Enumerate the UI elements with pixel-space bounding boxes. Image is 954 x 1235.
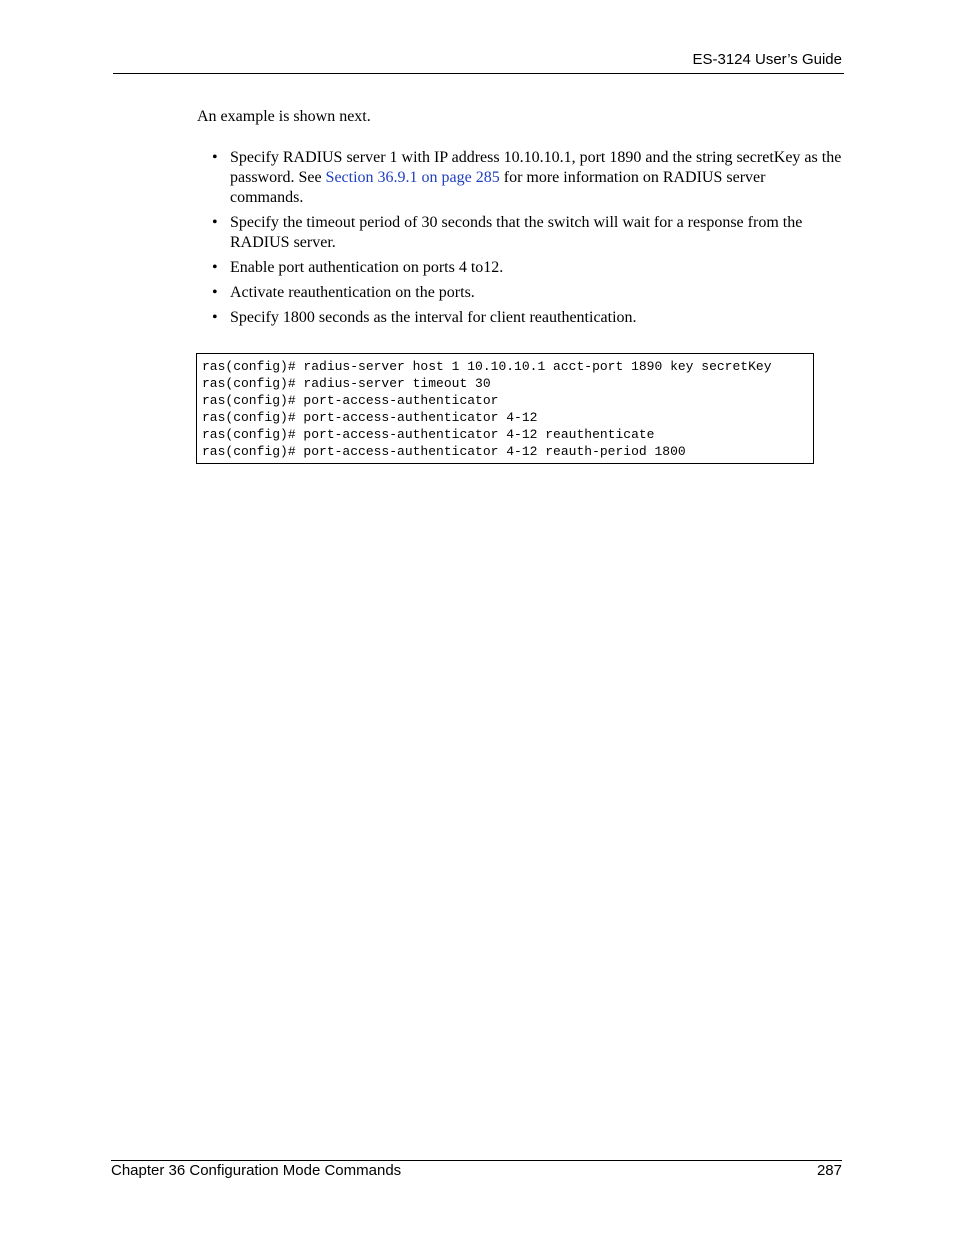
bullet-icon: • (212, 214, 218, 231)
code-line: ras(config)# port-access-authenticator 4-12 reauthenticate (202, 427, 655, 442)
page-number: 287 (816, 1162, 842, 1179)
bullet-icon: • (212, 149, 218, 166)
list-item (197, 148, 842, 208)
bullet-icon: • (212, 259, 218, 276)
intro-text: An example is shown next. (197, 108, 371, 125)
list-item-text: Activate reauthentication on the ports. (230, 284, 475, 301)
header-divider (113, 73, 844, 74)
bullet-icon: • (212, 284, 218, 301)
code-line: ras(config)# port-access-authenticator 4-12 reauth-period 1800 (202, 444, 686, 459)
code-line: ras(config)# radius-server timeout 30 (202, 376, 491, 391)
chapter-title: Chapter 36 Configuration Mode Commands (111, 1162, 402, 1179)
list-item-text: for more information on RADIUS server commands. (230, 169, 766, 206)
list-item (197, 258, 842, 278)
code-line: ras(config)# port-access-authenticator (202, 393, 499, 408)
footer-divider (111, 1160, 842, 1161)
list-item-text: Specify 1800 seconds as the interval for client reauthentication. (230, 309, 637, 326)
code-line: ras(config)# radius-server host 1 10.10.10.1 acct-port 1890 key secretKey (202, 359, 772, 374)
guide-title: ES-3124 User’s Guide (692, 51, 842, 68)
code-line: ras(config)# port-access-authenticator 4-12 (202, 410, 538, 425)
list-item-text: Specify the timeout period of 30 seconds that the switch will wait for a response from the RADIUS server. (230, 214, 803, 251)
bullet-icon: • (212, 309, 218, 326)
list-item (197, 308, 842, 328)
steps-list (197, 148, 842, 333)
code-example (196, 353, 814, 464)
list-item (197, 213, 842, 253)
list-item (197, 283, 842, 303)
list-item-text: Enable port authentication on ports 4 to12. (230, 259, 504, 276)
section-link[interactable]: Section 36.9.1 on page 285 (325, 169, 500, 186)
list-item-text: Specify RADIUS server 1 with IP address 10.10.10.1, port 1890 and the string secretKey as the password. See (230, 149, 842, 186)
